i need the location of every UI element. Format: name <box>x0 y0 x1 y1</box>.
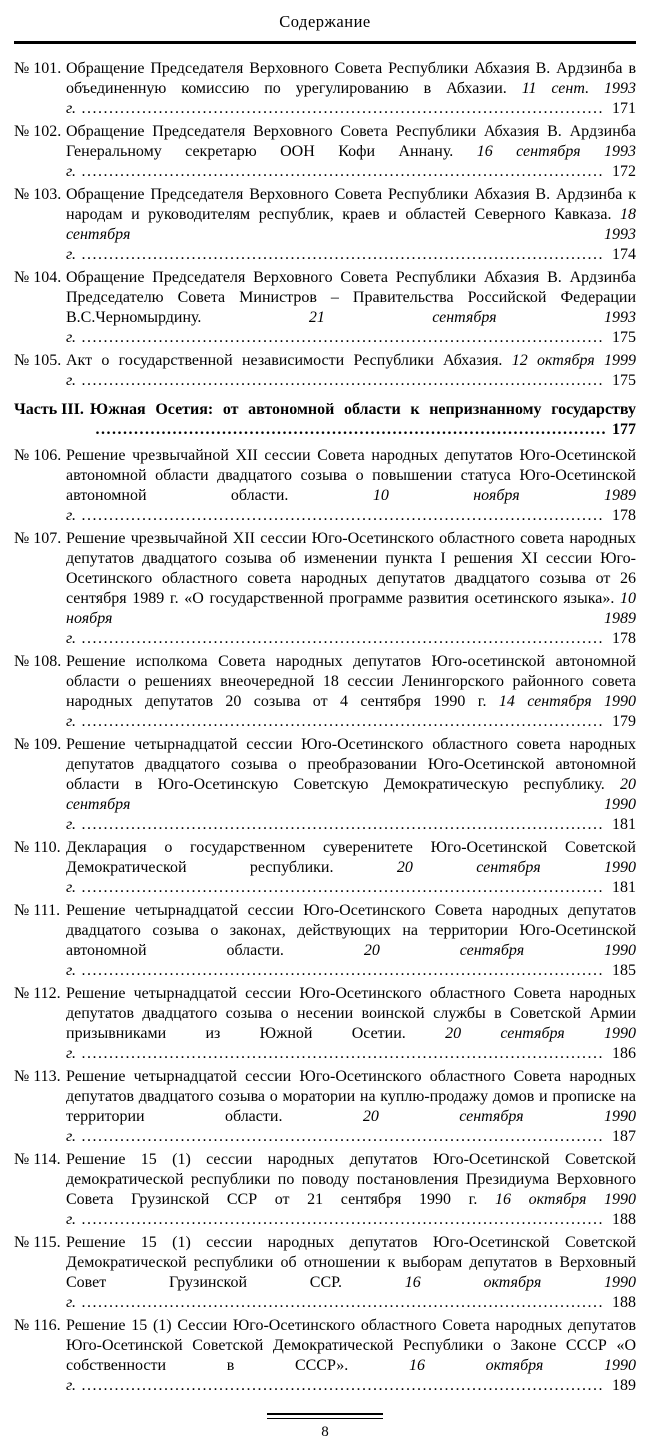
entry-title: Декларация о государственном суверенитете Юго-Осетинской Советской Демократической республики. <box>66 839 636 876</box>
dot-leader <box>76 1294 636 1311</box>
toc-entry <box>14 901 636 981</box>
entry-title: Решение чрезвычайной XII сессии Совета народных депутатов Юго-Осетинской автономной области двадцатого созыва о повышении статуса Юго-Осетинской автономной области. <box>66 447 636 504</box>
entry-page-number: 175 <box>605 328 636 348</box>
entry-number: № 104. <box>14 269 62 286</box>
entry-body <box>66 838 636 898</box>
entry-title: Решение четырнадцатой сессии Юго-Осетинского областного Совета народных депутатов двадцатого созыва о моратории на куплю-продажу домов и прописке на территории области. <box>66 1068 636 1125</box>
entry-date: 18 сентября 1993 г. <box>66 206 636 263</box>
entry-title: Решение четырнадцатой сессии Юго-Осетинского Совета народных депутатов двадцатого созыва о законах, действующих на территории Юго-Осетинской автономной области. <box>66 902 636 959</box>
page-header <box>14 12 636 59</box>
toc-entry <box>14 1150 636 1230</box>
dot-leader <box>76 630 636 647</box>
dot-leader <box>76 163 636 180</box>
footer-page-number: 8 <box>321 1424 329 1440</box>
entry-page-number: 189 <box>605 1376 636 1396</box>
entry-date: 16 октября 1990 г. <box>66 1191 636 1228</box>
entry-number: № 109. <box>14 736 62 753</box>
entry-date: 20 сентября 1990 г. <box>66 859 636 896</box>
dot-leader <box>76 879 636 896</box>
entry-title: Акт о государственной независимости Республики Абхазия. <box>66 352 503 369</box>
dot-leader <box>76 1377 636 1394</box>
entry-body <box>66 735 636 835</box>
entry-page-number: 181 <box>605 815 636 835</box>
entry-body <box>66 122 636 182</box>
entry-title: Южная Осетия: от автономной области к непризнанному государству <box>90 401 636 418</box>
entry-date: 14 сентября 1990 г. <box>66 693 636 730</box>
toc-entry <box>14 351 636 391</box>
toc-entry <box>14 1067 636 1147</box>
entry-page-number: 186 <box>605 1044 636 1064</box>
dot-leader <box>76 713 636 730</box>
entry-body <box>66 268 636 348</box>
entry-body <box>66 529 636 649</box>
dot-leader <box>76 1128 636 1145</box>
toc-entry <box>14 185 636 265</box>
entry-number: № 115. <box>14 1234 61 1251</box>
toc-entry <box>14 59 636 119</box>
entry-date: 16 сентября 1993 г. <box>66 143 636 180</box>
entry-title: Решение 15 (1) сессии народных депутатов Юго-Осетинской Советской Демократической республики об отношении к выборам депутатов в Верховный Совет Грузинской ССР. <box>66 1234 636 1291</box>
entry-number: № 108. <box>14 653 62 670</box>
entry-body <box>66 446 636 526</box>
toc-part-heading <box>14 400 636 440</box>
dot-leader <box>76 507 636 524</box>
page-title: Содержание <box>279 12 371 31</box>
entry-title: Обращение Председателя Верховного Совета Республики Абхазия В. Ардзинба к народам и руководителям республик, краев и областей Северного Кавказа. <box>66 186 636 223</box>
entry-title: Решение 15 (1) Сессии Юго-Осетинского областного Совета народных депутатов Юго-Осетинской Советской Демократической Республики о Законе СССР «О собственности в СССР». <box>66 1317 636 1374</box>
entry-body <box>66 901 636 981</box>
entry-date: 20 сентября 1990 г. <box>66 776 636 833</box>
entry-page-number: 187 <box>605 1127 636 1147</box>
entry-number: № 116. <box>14 1317 61 1334</box>
entry-page-number: 178 <box>605 506 636 526</box>
toc-entry <box>14 735 636 835</box>
entry-page-number: 175 <box>605 371 636 391</box>
entry-number: № 101. <box>14 60 62 77</box>
entry-page-number: 188 <box>605 1293 636 1313</box>
entry-title: Обращение Председателя Верховного Совета Республики Абхазия В. Ардзинба Председателю Совета Министров – Правительства Российской Федерации В.С.Черномырдину. <box>66 269 636 326</box>
entry-date: 11 сент. 1993 г. <box>66 80 636 117</box>
entry-body <box>66 652 636 732</box>
entry-body <box>66 1150 636 1230</box>
page-footer <box>14 1399 636 1442</box>
entry-body <box>66 1067 636 1147</box>
entry-number: № 106. <box>14 447 62 464</box>
entry-page-number: 174 <box>605 245 636 265</box>
toc-entry <box>14 838 636 898</box>
entry-number: № 111. <box>14 902 61 919</box>
toc-entry <box>14 1316 636 1396</box>
entry-date: 20 сентября 1990 г. <box>66 942 636 979</box>
entry-page-number: 185 <box>605 961 636 981</box>
dot-leader <box>76 372 636 389</box>
header-rule <box>14 41 636 44</box>
table-of-contents <box>14 59 636 1399</box>
dot-leader <box>76 816 636 833</box>
entry-title: Решение четырнадцатой сессии Юго-Осетинского областного совета народных депутатов двадцатого созыва о преобразовании Юго-Осетинской автономной области в Юго-Осетинскую Советскую Демократическую республику. <box>66 736 636 793</box>
entry-number: № 110. <box>14 839 61 856</box>
dot-leader <box>76 1211 636 1228</box>
footer-rule <box>267 1413 383 1419</box>
dot-leader <box>76 329 636 346</box>
entry-date: 10 ноября 1989 г. <box>66 590 636 647</box>
entry-page-number: 171 <box>605 99 636 119</box>
entry-date: 10 ноября 1989 г. <box>66 487 636 524</box>
entry-number: № 107. <box>14 530 62 547</box>
entry-page-number: 178 <box>605 629 636 649</box>
entry-body <box>66 185 636 265</box>
entry-page-number: 177 <box>605 420 636 440</box>
dot-leader <box>76 962 636 979</box>
toc-entry <box>14 652 636 732</box>
entry-number: № 105. <box>14 352 62 369</box>
entry-date: 20 сентября 1990 г. <box>66 1108 636 1145</box>
entry-number: № 114. <box>14 1151 61 1168</box>
dot-leader <box>76 100 636 117</box>
entry-body <box>66 984 636 1064</box>
entry-page-number: 172 <box>605 162 636 182</box>
entry-date: 12 октября 1999 г. <box>66 352 636 389</box>
entry-number: № 112. <box>14 985 61 1002</box>
dot-leader <box>76 1045 636 1062</box>
entry-number: Часть III. <box>14 401 84 418</box>
entry-title: Решение чрезвычайной XII сессии Юго-Осетинского областного совета народных депутатов двадцатого созыва об изменении пункта I решения XI сессии Юго-Осетинского областного совета народных депутатов двадцатого созыва от 26 сентября 1989 г. «О государственной программе развития осетинского языка». <box>66 530 636 607</box>
entry-page-number: 181 <box>605 878 636 898</box>
entry-number: № 103. <box>14 186 62 203</box>
toc-entry <box>14 984 636 1064</box>
entry-date: 20 сентября 1990 г. <box>66 1025 636 1062</box>
dot-leader <box>76 246 636 263</box>
toc-entry <box>14 446 636 526</box>
entry-title: Обращение Председателя Верховного Совета Республики Абхазия В. Ардзинба Генеральному секретарю ООН Кофи Аннану. <box>66 123 636 160</box>
entry-title: Решение четырнадцатой сессии Юго-Осетинского областного Совета народных депутатов двадцатого созыва о несении воинской службы в Советской Армии призывниками из Южной Осетии. <box>66 985 636 1042</box>
entry-title: Обращение Председателя Верховного Совета Республики Абхазия В. Ардзинба в объединенную комиссию по урегулированию в Абхазии. <box>66 60 636 97</box>
entry-date: 16 октября 1990 г. <box>66 1274 636 1311</box>
entry-body <box>66 59 636 119</box>
entry-body <box>66 1233 636 1313</box>
entry-title: Решение 15 (1) сессии народных депутатов Юго-Осетинской Советской демократической республики по поводу постановления Президиума Верховного Совета Грузинской ССР от 21 сентября 1990 г. <box>66 1151 636 1208</box>
entry-number: № 113. <box>14 1068 61 1085</box>
entry-date: 16 октября 1990 г. <box>66 1357 636 1394</box>
toc-entry <box>14 529 636 649</box>
entry-body <box>90 400 636 440</box>
toc-entry <box>14 122 636 182</box>
entry-page-number: 179 <box>605 712 636 732</box>
entry-page-number: 188 <box>605 1210 636 1230</box>
entry-title: Решение исполкома Совета народных депутатов Юго-осетинской автономной области о решениях внеочередной 18 сессии Ленингорского районного совета народных депутатов 20 созыва от 4 сентября 1990 г. <box>66 653 636 710</box>
dot-leader <box>90 421 636 438</box>
toc-entry <box>14 1233 636 1313</box>
entry-date: 21 сентября 1993 г. <box>66 309 636 346</box>
toc-entry <box>14 268 636 348</box>
entry-number: № 102. <box>14 123 62 140</box>
entry-body <box>66 1316 636 1396</box>
entry-body <box>66 351 636 391</box>
